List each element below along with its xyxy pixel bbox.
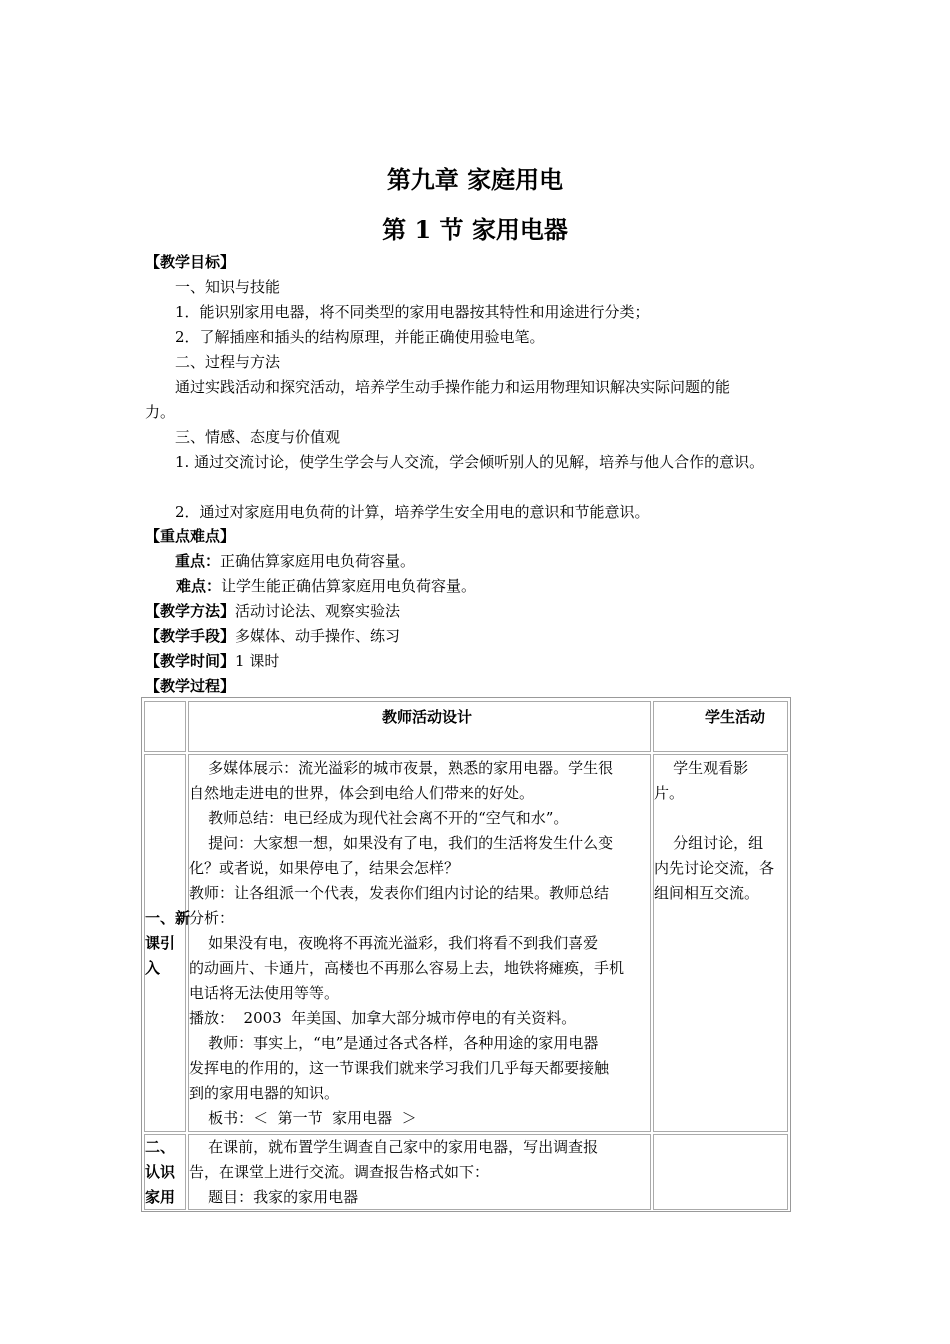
key-heading: 【重点难点】	[145, 527, 236, 545]
teacher-line: 题目：我家的家用电器	[189, 1188, 359, 1206]
difficulty-text: 让学生能正确估算家庭用电负荷容量。	[221, 577, 477, 595]
key-point	[175, 551, 415, 571]
teacher-line: 教师：事实上，“电”是通过各式各样，各种用途的家用电器	[189, 1034, 599, 1052]
col-teacher-header: 教师活动设计	[382, 708, 473, 726]
time-text: 1 课时	[235, 652, 280, 670]
emotion-item-2: 2．通过对家庭用电负荷的计算，培养学生安全用电的意识和节能意识。	[175, 503, 650, 521]
knowledge-heading: 一、知识与技能	[175, 278, 281, 296]
method-text: 活动讨论法、观察实验法	[235, 602, 401, 620]
process-item-1b: 力。	[145, 403, 176, 421]
process-item-1a: 通过实践活动和探究活动，培养学生动手操作能力和运用物理知识解决实际问题的能	[175, 378, 731, 396]
student-line: 学生观看影	[654, 759, 749, 777]
student-line: 片。	[654, 784, 685, 802]
teacher-line: 提问：大家想一想，如果没有了电，我们的生活将发生什么变	[189, 834, 614, 852]
col-student-header: 学生活动	[705, 708, 766, 726]
teacher-line: 到的家用电器的知识。	[189, 1084, 340, 1102]
knowledge-item-2: 2．了解插座和插头的结构原理，并能正确使用验电笔。	[175, 328, 545, 346]
teacher-line: 发挥电的作用的，这一节课我们就来学习我们几乎每天都要接触	[189, 1059, 610, 1077]
process-label: 【教学过程】	[145, 677, 236, 695]
teacher-line: 多媒体展示：流光溢彩的城市夜景，熟悉的家用电器。学生很	[189, 759, 614, 777]
teacher-line: 电话将无法使用等等。	[189, 984, 340, 1002]
row1-section-line: 一、新	[145, 909, 191, 927]
means-label: 【教学手段】	[145, 627, 236, 645]
time-line	[145, 651, 279, 671]
teacher-line: 播放： 2003 年美国、加拿大部分城市停电的有关资料。	[189, 1009, 577, 1027]
row1-section-line: 入	[145, 959, 161, 977]
section-title: 第 1 节 家用电器	[382, 215, 568, 244]
difficulty-point	[176, 576, 476, 596]
means-text: 多媒体、动手操作、练习	[235, 627, 401, 645]
teaching-process-table	[141, 697, 791, 1212]
teacher-line: 告，在课堂上进行交流。调查报告格式如下：	[189, 1163, 490, 1181]
method-label: 【教学方法】	[145, 602, 236, 620]
teacher-line: 教师：让各组派一个代表，发表你们组内讨论的结果。教师总结	[189, 884, 610, 902]
row2-section-label	[145, 1135, 175, 1210]
row1-section-label	[145, 906, 190, 981]
teacher-line: 化？或者说，如果停电了，结果会怎样？	[189, 859, 460, 877]
process-heading: 二、过程与方法	[175, 353, 281, 371]
chapter-title: 第九章 家庭用电	[386, 165, 564, 194]
emotion-heading: 三、情感、态度与价值观	[175, 428, 341, 446]
teacher-line: 教师总结：电已经成为现代社会离不开的“空气和水”。	[189, 809, 569, 827]
key-label: 重点：	[175, 552, 221, 570]
row2-section-line: 二、	[145, 1138, 176, 1156]
row1-teacher-text	[189, 756, 624, 1131]
row1-student-text	[654, 756, 774, 906]
means-line	[145, 626, 400, 646]
student-line	[654, 806, 774, 831]
student-line: 组间相互交流。	[654, 884, 760, 902]
key-text: 正确估算家庭用电负荷容量。	[220, 552, 416, 570]
difficulty-label: 难点：	[176, 577, 222, 595]
row2-student-cell	[653, 1134, 788, 1210]
teacher-line: 在课前，就布置学生调查自己家中的家用电器，写出调查报	[189, 1138, 599, 1156]
emotion-item-1: 1. 通过交流讨论，使学生学会与人交流，学会倾听别人的见解，培养与他人合作的意识。	[175, 453, 765, 471]
method-line	[145, 601, 400, 621]
student-line: 分组讨论，组	[654, 834, 764, 852]
row2-section-line: 家用	[145, 1188, 176, 1206]
objectives-heading: 【教学目标】	[145, 253, 236, 271]
student-line: 内先讨论交流，各	[654, 859, 775, 877]
row2-teacher-text	[189, 1135, 598, 1210]
header-empty-cell	[144, 701, 186, 752]
knowledge-item-1: 1．能识别家用电器，将不同类型的家用电器按其特性和用途进行分类；	[175, 303, 650, 321]
row1-section-line: 课引	[145, 934, 176, 952]
teacher-line: 的动画片、卡通片，高楼也不再那么容易上去，地铁将瘫痪，手机	[189, 959, 625, 977]
teacher-line: 如果没有电，夜晚将不再流光溢彩，我们将看不到我们喜爱	[189, 934, 599, 952]
teacher-line: 分析：	[189, 909, 235, 927]
teacher-line: 自然地走进电的世界，体会到电给人们带来的好处。	[189, 784, 535, 802]
row2-section-line: 认识	[145, 1163, 176, 1181]
time-label: 【教学时间】	[145, 652, 236, 670]
teacher-line: 板书：＜ 第一节 家用电器 ＞	[189, 1109, 417, 1127]
